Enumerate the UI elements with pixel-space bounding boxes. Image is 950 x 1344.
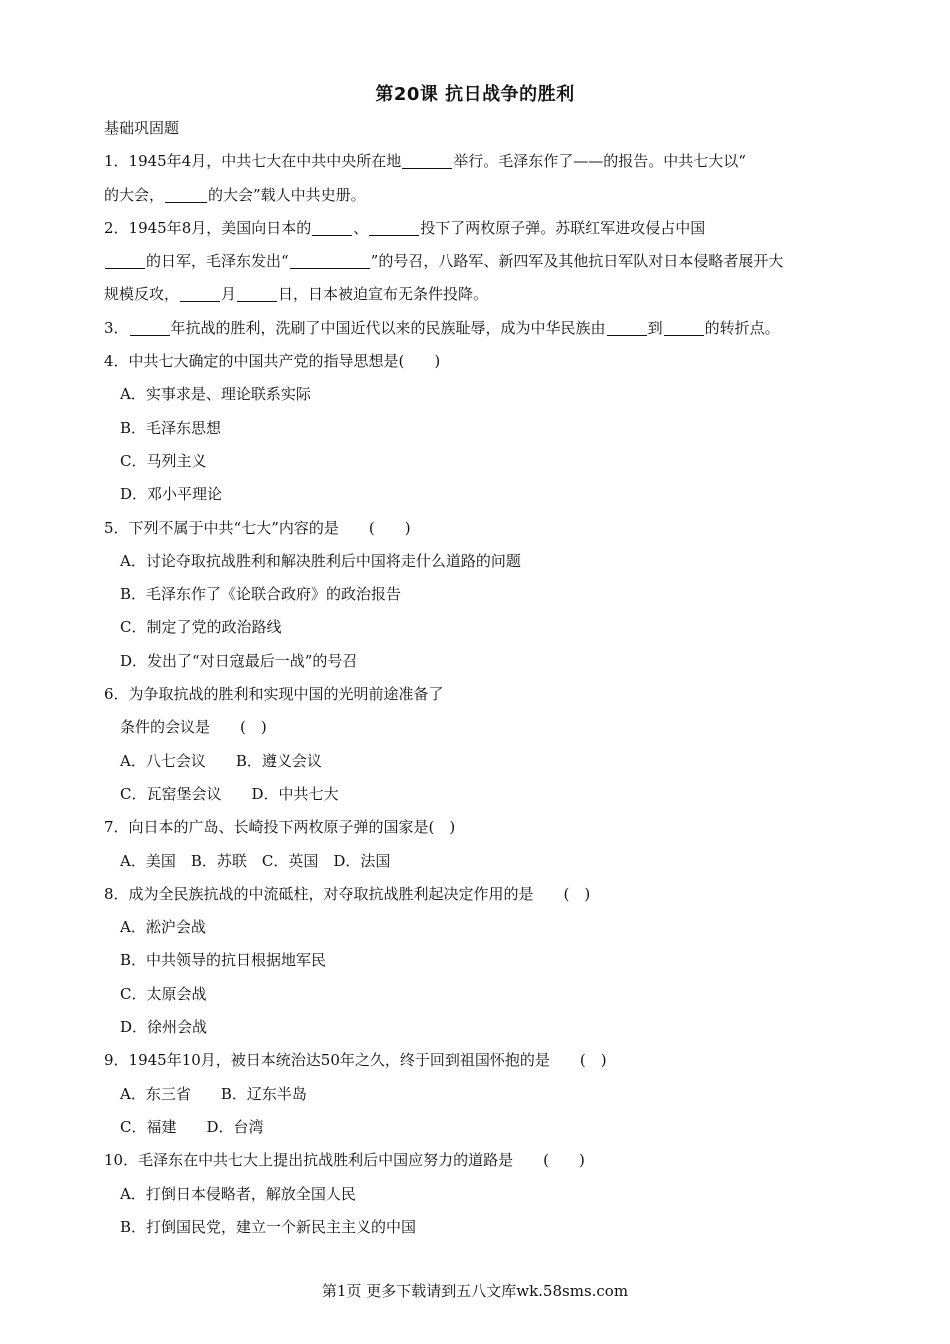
answer-blank bbox=[607, 319, 647, 336]
question-8-option-d: D．徐州会战 bbox=[120, 1018, 208, 1037]
question-10-option-a: A．打倒日本侵略者，解放全国人民 bbox=[120, 1184, 356, 1203]
question-text: 年抗战的胜利，洗刷了中国近代以来的民族耻辱，成为中华民族由 bbox=[170, 318, 606, 337]
question-6-stem-2: 条件的会议是 ( ) bbox=[120, 718, 267, 737]
question-2-line-1 bbox=[104, 212, 864, 245]
question-1-line-2 bbox=[104, 179, 864, 212]
question-10-stem: 10．毛泽东在中共七大上提出抗战胜利后中国应努力的道路是 ( ) bbox=[104, 1151, 585, 1170]
question-5-option-b: B．毛泽东作了《论联合政府》的政治报告 bbox=[120, 585, 402, 604]
question-9-options-cd: C．福建 D．台湾 bbox=[120, 1117, 264, 1136]
question-6-options-ab: A．八七会议 B．遵义会议 bbox=[120, 751, 322, 770]
question-text: 的大会”载人中共史册。 bbox=[208, 185, 366, 204]
answer-blank bbox=[369, 219, 419, 236]
answer-blank bbox=[237, 285, 277, 302]
question-8-option-c: C．太原会战 bbox=[120, 984, 207, 1003]
question-3 bbox=[104, 312, 864, 345]
question-4-option-c: C．马列主义 bbox=[120, 451, 207, 470]
answer-blank bbox=[290, 252, 370, 269]
question-text: 2．1945年8月，美国向日本的 bbox=[104, 218, 312, 237]
question-text: ”的号召，八路军、新四军及其他抗日军队对日本侵略者展开大 bbox=[370, 252, 784, 271]
question-text: 规模反攻， bbox=[104, 285, 180, 304]
answer-blank bbox=[105, 252, 145, 269]
answer-blank bbox=[165, 186, 207, 203]
answer-blank bbox=[180, 285, 220, 302]
question-6-options-cd: C．瓦窑堡会议 D．中共七大 bbox=[120, 784, 339, 803]
question-2-line-2 bbox=[104, 245, 864, 278]
question-6-stem-1: 6．为争取抗战的胜利和实现中国的光明前途准备了 bbox=[104, 685, 444, 704]
page-footer: 第1页 更多下载请到五八文库wk.58sms.com bbox=[321, 1282, 629, 1300]
question-8-option-b: B．中共领导的抗日根据地军民 bbox=[120, 951, 327, 970]
question-5-option-a: A．讨论夺取抗战胜利和解决胜利后中国将走什么道路的问题 bbox=[120, 551, 521, 570]
question-text: 投下了两枚原子弹。苏联红军进攻侵占中国 bbox=[420, 218, 706, 237]
answer-blank bbox=[130, 319, 170, 336]
question-4-option-a: A．实事求是、理论联系实际 bbox=[120, 385, 311, 404]
question-4-option-d: D．邓小平理论 bbox=[120, 485, 223, 504]
question-text: 1．1945年4月，中共七大在中共中央所在地 bbox=[104, 152, 402, 171]
section-heading: 基础巩固题 bbox=[104, 119, 180, 137]
question-10-option-b: B．打倒国民党，建立一个新民主主义的中国 bbox=[120, 1217, 417, 1236]
question-5-option-d: D．发出了“对日寇最后一战”的号召 bbox=[120, 651, 358, 670]
answer-blank bbox=[402, 152, 452, 169]
question-7-stem: 7．向日本的广岛、长崎投下两枚原子弹的国家是( ) bbox=[104, 818, 456, 837]
question-text: 的大会， bbox=[104, 185, 165, 204]
question-text: 月 bbox=[221, 285, 237, 304]
question-text: 举行。毛泽东作了——的报告。中共七大以“ bbox=[453, 152, 746, 171]
question-8-stem: 8．成为全民族抗战的中流砥柱，对夺取抗战胜利起决定作用的是 ( ) bbox=[104, 884, 591, 903]
question-1-line-1 bbox=[104, 145, 864, 178]
question-9-options-ab: A．东三省 B．辽东半岛 bbox=[120, 1084, 307, 1103]
question-5-option-c: C．制定了党的政治路线 bbox=[120, 618, 282, 637]
question-text: 3． bbox=[104, 318, 129, 337]
question-9-stem: 9．1945年10月，被日本统治达50年之久，终于回到祖国怀抱的是 ( ) bbox=[104, 1051, 607, 1070]
question-2-line-3 bbox=[104, 278, 864, 311]
question-text: 的转折点。 bbox=[704, 318, 780, 337]
question-4-stem: 4．中共七大确定的中国共产党的指导思想是( ) bbox=[104, 352, 441, 371]
question-8-option-a: A．淞沪会战 bbox=[120, 918, 206, 937]
answer-blank bbox=[312, 219, 352, 236]
question-5-stem: 5．下列不属于中共“七大”内容的是 ( ) bbox=[104, 518, 411, 537]
answer-blank bbox=[664, 319, 704, 336]
question-4-option-b: B．毛泽东思想 bbox=[120, 418, 222, 437]
question-text: 日，日本被迫宣布无条件投降。 bbox=[278, 285, 489, 304]
question-7-options: A．美国 B．苏联 C．英国 D．法国 bbox=[120, 851, 391, 870]
question-text: 的日军，毛泽东发出“ bbox=[146, 252, 289, 271]
page-title: 第20课 抗日战争的胜利 bbox=[375, 84, 575, 105]
question-text: 、 bbox=[353, 218, 369, 237]
question-text: 到 bbox=[647, 318, 663, 337]
question-list bbox=[104, 112, 864, 1244]
